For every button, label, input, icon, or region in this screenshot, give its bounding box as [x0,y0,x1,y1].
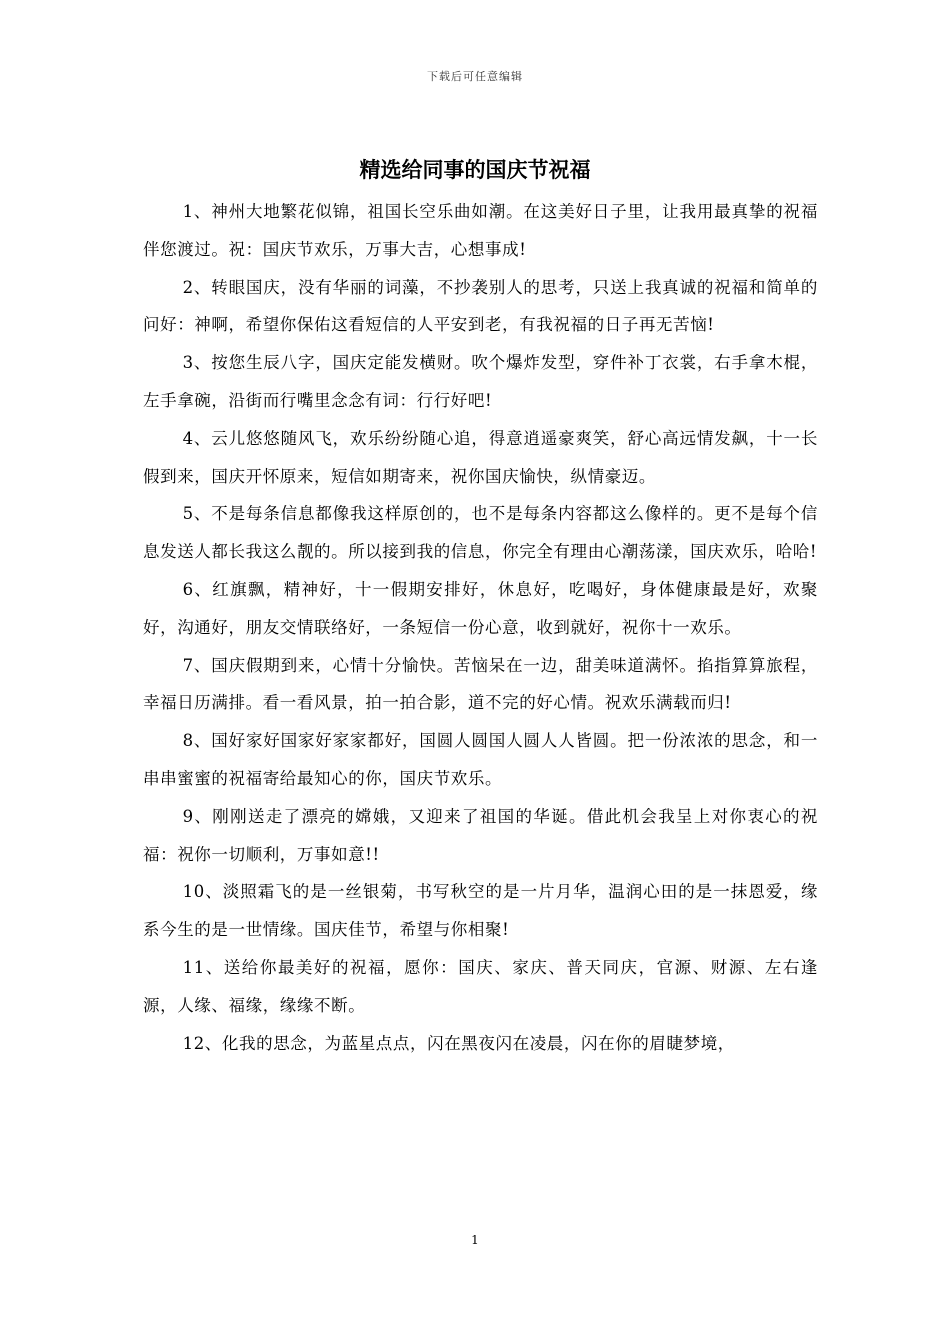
paragraph-9: 9、刚刚送走了漂亮的嫦娥，又迎来了祖国的华诞。借此机会我呈上对你衷心的祝福：祝你一切顺利，万事如意!! [143,806,818,864]
paragraph-3: 3、按您生辰八字，国庆定能发横财。吹个爆炸发型，穿件补丁衣裳，右手拿木棍，左手拿碗，沿街而行嘴里念念有词：行行好吧! [143,353,818,410]
paragraph-12: 12、化我的思念，为蓝星点点，闪在黑夜闪在凌晨，闪在你的眉睫梦境， [182,1033,735,1053]
document-body [143,193,818,1062]
paragraph-11: 11、送给你最美好的祝福，愿你：国庆、家庆、普天同庆，官源、财源、左右逢源，人缘、福缘，缘缘不断。 [143,957,818,1015]
paragraph-4: 4、云儿悠悠随风飞，欢乐纷纷随心追，得意逍遥豪爽笑，舒心高远情发飙，十一长假到来，国庆开怀原来，短信如期寄来，祝你国庆愉快，纵情豪迈。 [143,428,818,486]
document-title: 精选给同事的国庆节祝福 [359,158,591,182]
paragraph-6: 6、红旗飘，精神好，十一假期安排好，休息好，吃喝好，身体健康最是好，欢聚好，沟通好，朋友交情联络好，一条短信一份心意，收到就好，祝你十一欢乐。 [143,579,818,637]
paragraph-7: 7、国庆假期到来，心情十分愉快。苦恼呆在一边，甜美味道满怀。掐指算算旅程，幸福日历满排。看一看风景，拍一拍合影，道不完的好心情。祝欢乐满载而归! [143,655,818,713]
paragraph-1: 1、神州大地繁花似锦，祖国长空乐曲如潮。在这美好日子里，让我用最真挚的祝福伴您渡过。祝：国庆节欢乐，万事大吉，心想事成! [143,202,818,259]
paragraph-8: 8、国好家好国家好家家都好，国圆人圆国人圆人人皆圆。把一份浓浓的思念，和一串串蜜蜜的祝福寄给最知心的你，国庆节欢乐。 [143,731,818,788]
paragraph-5: 5、不是每条信息都像我这样原创的，也不是每条内容都这么像样的。更不是每个信息发送人都长我这么靓的。所以接到我的信息，你完全有理由心潮荡漾，国庆欢乐，哈哈! [143,504,818,562]
paragraph-10: 10、淡照霜飞的是一丝银菊，书写秋空的是一片月华，温润心田的是一抹恩爱，缘系今生的是一世情缘。国庆佳节，希望与你相聚! [143,882,818,940]
header-note: 下载后可任意编辑 [427,70,523,83]
paragraph-2: 2、转眼国庆，没有华丽的词藻，不抄袭别人的思考，只送上我真诚的祝福和简单的问好：神啊，希望你保佑这看短信的人平安到老，有我祝福的日子再无苦恼! [143,277,818,335]
page-number: 1 [471,1233,479,1247]
